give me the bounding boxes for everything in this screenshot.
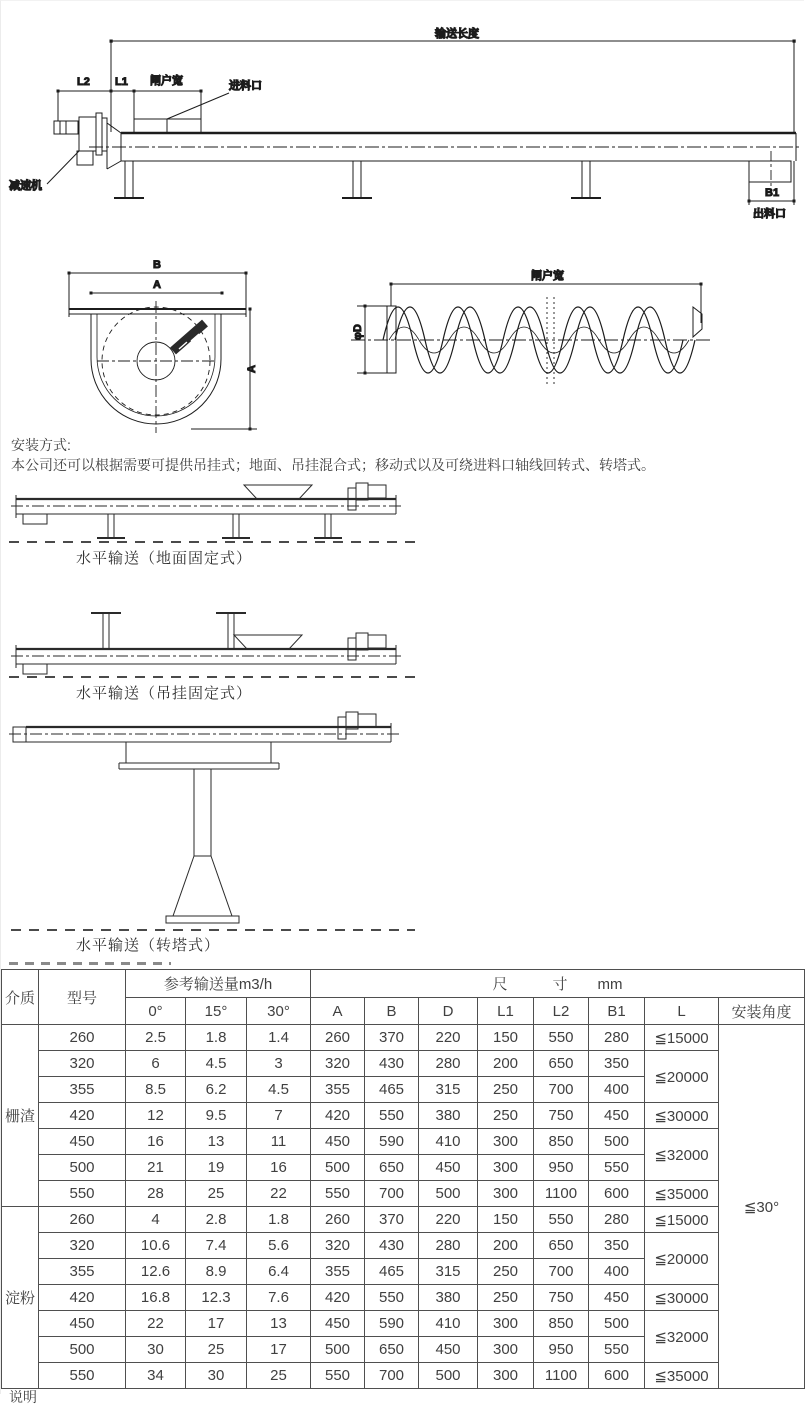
cell-q15: 1.8 bbox=[186, 1025, 247, 1051]
cell-q0: 12 bbox=[126, 1103, 186, 1129]
cell-d: 380 bbox=[419, 1103, 478, 1129]
cell-l: ≦35000 bbox=[645, 1181, 719, 1207]
cell-l1: 250 bbox=[478, 1259, 534, 1285]
caption-hanging-fixed: 水平输送（吊挂固定式） bbox=[76, 685, 253, 702]
cell-q15: 30 bbox=[186, 1363, 247, 1389]
cell-l1: 200 bbox=[478, 1051, 534, 1077]
cell-l1: 250 bbox=[478, 1103, 534, 1129]
cell-q0: 16 bbox=[126, 1129, 186, 1155]
header-dim-l1: L1 bbox=[478, 998, 534, 1025]
table-row bbox=[2, 1311, 805, 1337]
cell-q0: 12.6 bbox=[126, 1259, 186, 1285]
cell-a: 320 bbox=[311, 1051, 365, 1077]
cell-l2: 1100 bbox=[534, 1363, 589, 1389]
header-dim-b1: B1 bbox=[589, 998, 645, 1025]
label-reducer: 减速机 bbox=[9, 180, 42, 192]
caption-turret: 水平输送（转塔式） bbox=[76, 937, 221, 954]
cell-b1: 350 bbox=[589, 1233, 645, 1259]
cell-l2: 750 bbox=[534, 1285, 589, 1311]
cell-b: 550 bbox=[365, 1285, 419, 1311]
cell-q30: 13 bbox=[247, 1311, 311, 1337]
table-row bbox=[2, 1129, 805, 1155]
cell-b: 590 bbox=[365, 1311, 419, 1337]
cell-d: 280 bbox=[419, 1233, 478, 1259]
cell-l2: 700 bbox=[534, 1259, 589, 1285]
cell-a: 420 bbox=[311, 1285, 365, 1311]
table-row bbox=[2, 1363, 805, 1389]
cell-l1: 250 bbox=[478, 1077, 534, 1103]
cell-d: 410 bbox=[419, 1311, 478, 1337]
cell-l1: 200 bbox=[478, 1233, 534, 1259]
cell-q30: 5.6 bbox=[247, 1233, 311, 1259]
cell-b1: 280 bbox=[589, 1025, 645, 1051]
cell-l2: 1100 bbox=[534, 1181, 589, 1207]
header-dimensions: 尺 寸 mm bbox=[311, 970, 805, 998]
dim-b: B bbox=[153, 259, 161, 271]
dim-total-length: 输送长度 bbox=[435, 28, 479, 40]
cell-model: 550 bbox=[39, 1363, 126, 1389]
header-dim-l: L bbox=[645, 998, 719, 1025]
cell-a: 260 bbox=[311, 1025, 365, 1051]
cell-q15: 19 bbox=[186, 1155, 247, 1181]
cell-q0: 4 bbox=[126, 1207, 186, 1233]
cell-b1: 450 bbox=[589, 1103, 645, 1129]
cell-l2: 850 bbox=[534, 1311, 589, 1337]
header-capacity: 参考输送量m3/h bbox=[126, 970, 311, 998]
cell-a: 450 bbox=[311, 1129, 365, 1155]
dim-l1: L1 bbox=[115, 76, 128, 88]
cell-l2: 950 bbox=[534, 1337, 589, 1363]
table-row bbox=[2, 1051, 805, 1077]
cell-l: ≦30000 bbox=[645, 1285, 719, 1311]
cell-l2: 950 bbox=[534, 1155, 589, 1181]
cell-q30: 7 bbox=[247, 1103, 311, 1129]
cell-model: 355 bbox=[39, 1077, 126, 1103]
cell-model: 550 bbox=[39, 1181, 126, 1207]
cell-q30: 7.6 bbox=[247, 1285, 311, 1311]
cell-b: 370 bbox=[365, 1025, 419, 1051]
cell-l1: 300 bbox=[478, 1311, 534, 1337]
cell-l1: 300 bbox=[478, 1363, 534, 1389]
header-angle-30: 30° bbox=[247, 998, 311, 1025]
medium-cell: 栅渣 bbox=[2, 1025, 39, 1207]
cell-model: 420 bbox=[39, 1103, 126, 1129]
cell-b1: 400 bbox=[589, 1259, 645, 1285]
cell-d: 500 bbox=[419, 1181, 478, 1207]
cell-b1: 600 bbox=[589, 1363, 645, 1389]
cell-q0: 8.5 bbox=[126, 1077, 186, 1103]
cell-model: 260 bbox=[39, 1207, 126, 1233]
cell-b1: 600 bbox=[589, 1181, 645, 1207]
cell-q0: 22 bbox=[126, 1311, 186, 1337]
cell-b: 700 bbox=[365, 1181, 419, 1207]
cell-model: 500 bbox=[39, 1337, 126, 1363]
cell-q15: 9.5 bbox=[186, 1103, 247, 1129]
cell-q15: 25 bbox=[186, 1337, 247, 1363]
cell-l2: 700 bbox=[534, 1077, 589, 1103]
cell-l: ≦15000 bbox=[645, 1207, 719, 1233]
cell-q0: 10.6 bbox=[126, 1233, 186, 1259]
table-row bbox=[2, 1207, 805, 1233]
cell-d: 280 bbox=[419, 1051, 478, 1077]
cell-l: ≦35000 bbox=[645, 1363, 719, 1389]
cell-q0: 6 bbox=[126, 1051, 186, 1077]
cell-q15: 6.2 bbox=[186, 1077, 247, 1103]
spec-table bbox=[1, 969, 805, 1389]
cell-q15: 4.5 bbox=[186, 1051, 247, 1077]
cell-b1: 500 bbox=[589, 1129, 645, 1155]
cell-a: 355 bbox=[311, 1259, 365, 1285]
header-dim-d: D bbox=[419, 998, 478, 1025]
cell-b1: 500 bbox=[589, 1311, 645, 1337]
cell-model: 355 bbox=[39, 1259, 126, 1285]
cell-q30: 1.4 bbox=[247, 1025, 311, 1051]
dim-inlet-width: 闸户宽 bbox=[150, 75, 183, 87]
header-angle-15: 15° bbox=[186, 998, 247, 1025]
cell-q0: 21 bbox=[126, 1155, 186, 1181]
cell-l2: 650 bbox=[534, 1233, 589, 1259]
cell-l1: 300 bbox=[478, 1155, 534, 1181]
cell-l2: 550 bbox=[534, 1207, 589, 1233]
cell-q15: 25 bbox=[186, 1181, 247, 1207]
table-row bbox=[2, 1285, 805, 1311]
cell-b: 550 bbox=[365, 1103, 419, 1129]
cell-b: 590 bbox=[365, 1129, 419, 1155]
cell-q15: 12.3 bbox=[186, 1285, 247, 1311]
header-dim-l2: L2 bbox=[534, 998, 589, 1025]
cell-d: 500 bbox=[419, 1363, 478, 1389]
cell-q0: 34 bbox=[126, 1363, 186, 1389]
cell-l1: 150 bbox=[478, 1207, 534, 1233]
cell-l1: 250 bbox=[478, 1285, 534, 1311]
table-row bbox=[2, 1025, 805, 1051]
cell-b1: 550 bbox=[589, 1155, 645, 1181]
cell-a: 550 bbox=[311, 1181, 365, 1207]
cell-a: 500 bbox=[311, 1337, 365, 1363]
cell-b1: 280 bbox=[589, 1207, 645, 1233]
cell-b: 465 bbox=[365, 1077, 419, 1103]
cell-q30: 16 bbox=[247, 1155, 311, 1181]
cell-b: 430 bbox=[365, 1051, 419, 1077]
cell-l2: 750 bbox=[534, 1103, 589, 1129]
cell-l1: 300 bbox=[478, 1181, 534, 1207]
cell-b: 650 bbox=[365, 1337, 419, 1363]
cell-q30: 22 bbox=[247, 1181, 311, 1207]
cell-q30: 25 bbox=[247, 1363, 311, 1389]
cell-d: 410 bbox=[419, 1129, 478, 1155]
medium-cell: 淀粉 bbox=[2, 1207, 39, 1389]
header-dim-b: B bbox=[365, 998, 419, 1025]
dim-a-side: A bbox=[246, 365, 258, 373]
cell-a: 420 bbox=[311, 1103, 365, 1129]
cell-q0: 30 bbox=[126, 1337, 186, 1363]
installation-heading: 安装方式: bbox=[11, 437, 71, 453]
header-dim-a: A bbox=[311, 998, 365, 1025]
cell-q0: 16.8 bbox=[126, 1285, 186, 1311]
label-outlet: 出料口 bbox=[753, 208, 786, 220]
cell-l1: 300 bbox=[478, 1337, 534, 1363]
caption-ground-fixed: 水平输送（地面固定式） bbox=[76, 550, 253, 567]
cell-l2: 850 bbox=[534, 1129, 589, 1155]
cell-model: 420 bbox=[39, 1285, 126, 1311]
cell-b: 370 bbox=[365, 1207, 419, 1233]
cell-d: 220 bbox=[419, 1207, 478, 1233]
clipped-text-sliver bbox=[9, 962, 171, 965]
table-row bbox=[2, 1103, 805, 1129]
cell-l: ≦32000 bbox=[645, 1311, 719, 1363]
cell-model: 500 bbox=[39, 1155, 126, 1181]
cell-b: 700 bbox=[365, 1363, 419, 1389]
cell-a: 550 bbox=[311, 1363, 365, 1389]
cell-d: 315 bbox=[419, 1259, 478, 1285]
cell-l1: 300 bbox=[478, 1129, 534, 1155]
table-row bbox=[2, 1233, 805, 1259]
cell-d: 450 bbox=[419, 1155, 478, 1181]
cell-l2: 650 bbox=[534, 1051, 589, 1077]
cell-model: 450 bbox=[39, 1311, 126, 1337]
header-medium: 介质 bbox=[2, 970, 39, 1025]
header-model: 型号 bbox=[39, 970, 126, 1025]
cell-q30: 1.8 bbox=[247, 1207, 311, 1233]
cell-d: 315 bbox=[419, 1077, 478, 1103]
cell-q15: 17 bbox=[186, 1311, 247, 1337]
cell-b1: 350 bbox=[589, 1051, 645, 1077]
table-header-row-1 bbox=[2, 970, 805, 998]
cell-a: 500 bbox=[311, 1155, 365, 1181]
cell-l1: 150 bbox=[478, 1025, 534, 1051]
dim-spiral-length: 闸户宽 bbox=[531, 270, 564, 282]
cell-b: 465 bbox=[365, 1259, 419, 1285]
table-row bbox=[2, 1181, 805, 1207]
cell-q15: 13 bbox=[186, 1129, 247, 1155]
cell-q30: 3 bbox=[247, 1051, 311, 1077]
cell-q30: 4.5 bbox=[247, 1077, 311, 1103]
cell-model: 450 bbox=[39, 1129, 126, 1155]
cell-b: 650 bbox=[365, 1155, 419, 1181]
header-angle-0: 0° bbox=[126, 998, 186, 1025]
diagram-turret bbox=[1, 1, 804, 941]
cell-install-angle: ≦30° bbox=[719, 1025, 805, 1389]
cell-a: 450 bbox=[311, 1311, 365, 1337]
cell-d: 220 bbox=[419, 1025, 478, 1051]
cell-b1: 450 bbox=[589, 1285, 645, 1311]
cell-q15: 8.9 bbox=[186, 1259, 247, 1285]
cell-b1: 400 bbox=[589, 1077, 645, 1103]
cell-d: 380 bbox=[419, 1285, 478, 1311]
cell-l: ≦32000 bbox=[645, 1129, 719, 1181]
installation-description: 本公司还可以根据需要可提供吊挂式；地面、吊挂混合式；移动式以及可绕进料口轴线回转式、转塔式。 bbox=[11, 457, 655, 473]
cell-l: ≦15000 bbox=[645, 1025, 719, 1051]
cell-a: 355 bbox=[311, 1077, 365, 1103]
clipped-footnote: 说明 bbox=[9, 1389, 37, 1405]
cell-l: ≦30000 bbox=[645, 1103, 719, 1129]
cell-l: ≦20000 bbox=[645, 1233, 719, 1285]
cell-q30: 11 bbox=[247, 1129, 311, 1155]
cell-a: 260 bbox=[311, 1207, 365, 1233]
cell-d: 450 bbox=[419, 1337, 478, 1363]
label-inlet: 进料口 bbox=[229, 80, 262, 92]
cell-a: 320 bbox=[311, 1233, 365, 1259]
cell-l2: 550 bbox=[534, 1025, 589, 1051]
cell-q0: 2.5 bbox=[126, 1025, 186, 1051]
cell-l: ≦20000 bbox=[645, 1051, 719, 1103]
dim-spiral-diameter: φD bbox=[352, 324, 364, 340]
cell-model: 320 bbox=[39, 1233, 126, 1259]
header-install-angle: 安装角度 bbox=[719, 998, 805, 1025]
cell-b1: 550 bbox=[589, 1337, 645, 1363]
cell-q15: 7.4 bbox=[186, 1233, 247, 1259]
cell-q15: 2.8 bbox=[186, 1207, 247, 1233]
cell-model: 320 bbox=[39, 1051, 126, 1077]
cell-b: 430 bbox=[365, 1233, 419, 1259]
dim-a-top: A bbox=[153, 279, 161, 291]
dim-b1: B1 bbox=[765, 187, 780, 199]
dim-l2: L2 bbox=[77, 76, 90, 88]
cell-q0: 28 bbox=[126, 1181, 186, 1207]
cell-model: 260 bbox=[39, 1025, 126, 1051]
cell-q30: 6.4 bbox=[247, 1259, 311, 1285]
cell-q30: 17 bbox=[247, 1337, 311, 1363]
